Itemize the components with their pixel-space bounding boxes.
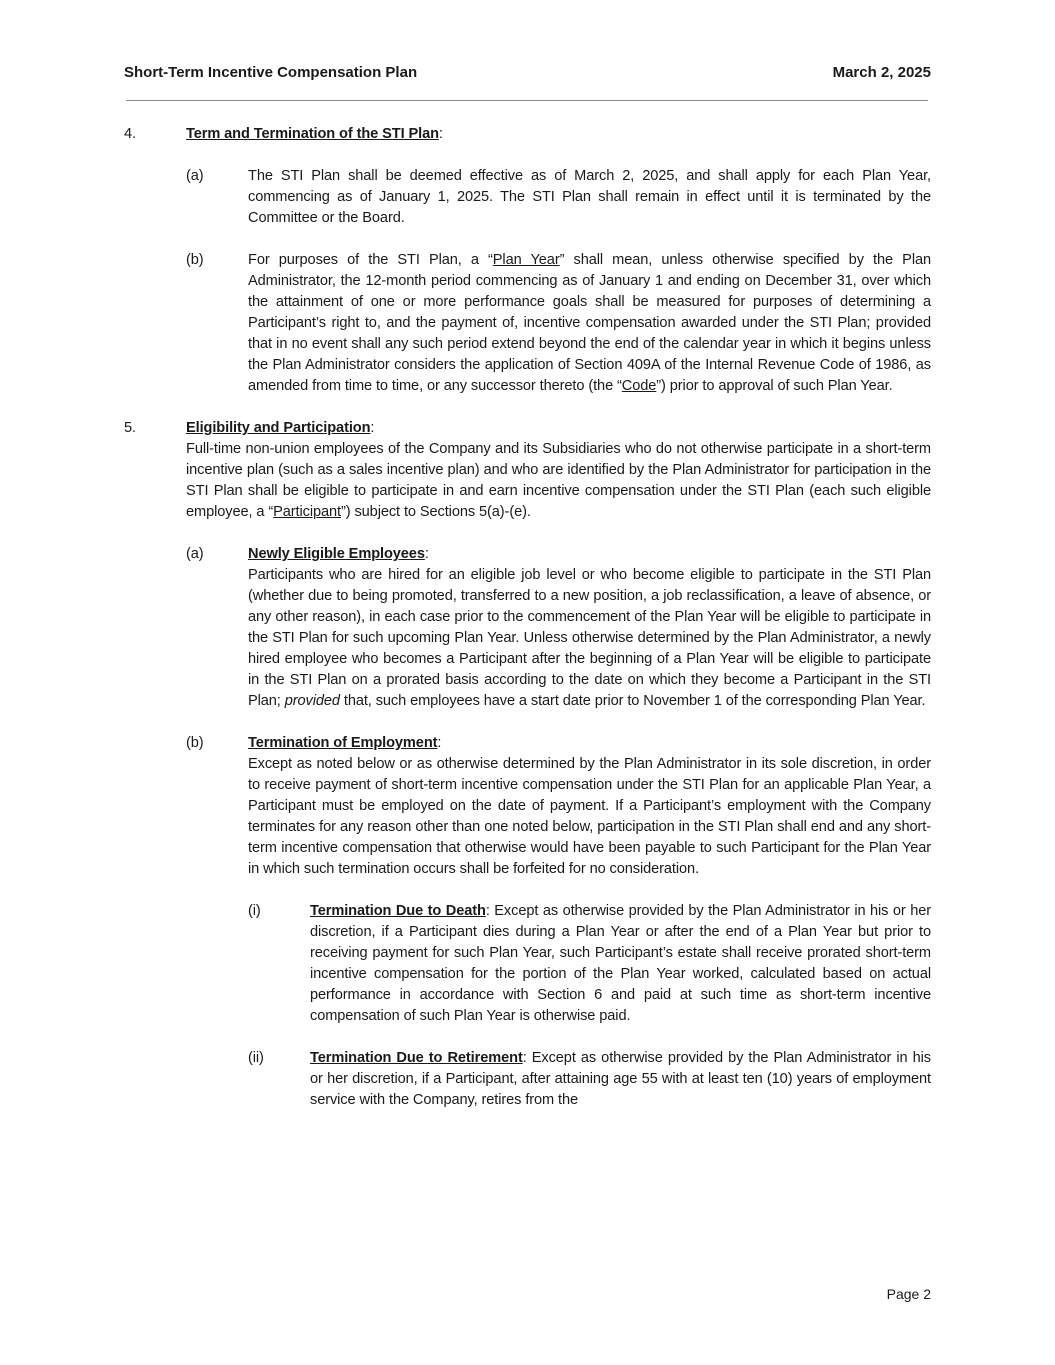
document-body	[124, 124, 931, 1111]
clause-label: (a)	[186, 168, 204, 184]
page-number: Page 2	[886, 1286, 931, 1302]
section-4: 4. Term and Termination of the STI Plan: (a) The STI Plan shall be deemed effective as of March 2, 2025, and shall apply for each Plan Year, commencing as of January 1, 2025. The STI Plan shall remain in effect until it is terminated by the Committee or the Board. (b) For purposes of the STI Plan, a “Plan Year” shall mean, unless otherwise specified by the Plan Administrator, the 12-month period commencing as of January 1 and ending on December 31, over which the attainment of one or more performance goals shall be measured for purposes of determining a Participant’s right to, and the payment of, incentive compensation awarded under the STI Plan; provided that in no event shall any such period extend beyond the end of the calendar year in which it begins unless the Plan Administrator considers the application of Section 409A of the Internal Revenue Code of 1986, as amended from time to time, or any successor thereto (the “Code”) prior to approval of such Plan Year.	[124, 124, 931, 397]
clause-label: (b)	[186, 735, 204, 751]
clause-text: The STI Plan shall be deemed effective as of March 2, 2025, and shall apply for each Plan Year, commencing as of January 1, 2025. The STI Plan shall remain in effect until it is terminated by the Committee or the Board.	[248, 168, 931, 226]
page-header	[124, 63, 931, 83]
clause-text: Participants who are hired for an eligible job level or who become eligible to participate in the STI Plan (whether due to being promoted, transferred to a new position, a job reclassification, a leave of absence, or any other reason), in each case prior to the commencement of the Plan Year will be eligible to participate in the STI Plan for such upcoming Plan Year. Unless otherwise determined by the Plan Administrator, a newly hired employee who becomes a Participant after the beginning of a Plan Year will be eligible to participate in the STI Plan on a prorated basis according to the date on which they become a Participant in the STI Plan; provided that, such employees have a start date prior to November 1 of the corresponding Plan Year.	[248, 567, 931, 709]
section-heading: Term and Termination of the STI Plan	[186, 126, 439, 142]
defined-term-plan-year: Plan Year	[492, 252, 560, 268]
clause-label: (a)	[186, 546, 204, 562]
subclause-text: Termination Due to Death: Except as otherwise provided by the Plan Administrator in his or her discretion, if a Participant dies during a Plan Year or after the end of a Plan Year but prior to receiving payment for such Plan Year, such Participant’s estate shall receive prorated short-term incentive compensation for the portion of the Plan Year worked, calculated based on actual performance in accordance with Section 6 and paid at such time as short-term incentive compensation of such Plan Year is otherwise paid.	[310, 903, 931, 1024]
section-number: 4.	[124, 126, 136, 142]
defined-term-participant: Participant	[273, 504, 341, 520]
section-5-a: (a) Newly Eligible Employees: Participants who are hired for an eligible job level or who become eligible to participate in the STI Plan (whether due to being promoted, transferred to a new position, a job reclassification, a leave of absence, or any other reason), in each case prior to the commencement of the Plan Year will be eligible to participate in the STI Plan for such upcoming Plan Year. Unless otherwise determined by the Plan Administrator, a newly hired employee who becomes a Participant after the beginning of a Plan Year will be eligible to participate in the STI Plan on a prorated basis according to the date on which they become a Participant in the STI Plan; provided that, such employees have a start date prior to November 1 of the corresponding Plan Year.	[186, 544, 931, 712]
clause-text: Except as noted below or as otherwise determined by the Plan Administrator in its sole discretion, in order to receive payment of short-term incentive compensation under the STI Plan for an applicable Plan Year, a Participant must be employed on the date of payment. If a Participant’s employment with the Company terminates for any reason other than one noted below, participation in the STI Plan shall end and any short-term incentive compensation that otherwise would have been payable to such Participant for the Plan Year in which such termination occurs shall be forfeited for no consideration.	[248, 756, 931, 877]
section-5-b-i	[248, 901, 931, 1027]
subclause-label: (ii)	[248, 1050, 264, 1066]
section-5-b: (b) Termination of Employment: Except as noted below or as otherwise determined by the Plan Administrator in its sole discretion, in order to receive payment of short-term incentive compensation under the STI Plan for an applicable Plan Year, a Participant must be employed on the date of payment. If a Participant’s employment with the Company terminates for any reason other than one noted below, participation in the STI Plan shall end and any short-term incentive compensation that otherwise would have been payable to such Participant for the Plan Year in which such termination occurs shall be forfeited for no consideration. (i) Termination Due to Death: Except as otherwise provided by the Plan Administrator in his or her discretion, if a Participant dies during a Plan Year or after the end of a Plan Year but prior to receiving payment for such Plan Year, such Participant’s estate shall receive prorated short-term incentive compensation for the portion of the Plan Year worked, calculated based on actual performance in accordance with Section 6 and paid at such time as short-term incentive compensation of such Plan Year is otherwise paid. (ii) Termination Due to Retirement: Except as otherwise provided by the Plan Administrator in his or her discretion, if a Participant, after attaining age 55 with at least ten (10) years of employment service with the Company, retires from the	[186, 733, 931, 1111]
clause-heading: Termination of Employment	[248, 735, 438, 751]
subclause-label: (i)	[248, 903, 261, 919]
header-divider	[126, 100, 928, 101]
section-4-a	[186, 166, 931, 229]
section-number: 5.	[124, 420, 136, 436]
clause-label: (b)	[186, 252, 204, 268]
clause-text: For purposes of the STI Plan, a “Plan Year” shall mean, unless otherwise specified by the Plan Administrator, the 12-month period commencing as of January 1 and ending on December 31, over which the attainment of one or more performance goals shall be measured for purposes of determining a Participant’s right to, and the payment of, incentive compensation awarded under the STI Plan; provided that in no event shall any such period extend beyond the end of the calendar year in which it begins unless the Plan Administrator considers the application of Section 409A of the Internal Revenue Code of 1986, as amended from time to time, or any successor thereto (the “Code”) prior to approval of such Plan Year.	[248, 252, 931, 394]
clause-heading: Newly Eligible Employees	[248, 546, 425, 562]
section-5-b-ii	[248, 1048, 931, 1111]
subclause-text: Termination Due to Retirement: Except as otherwise provided by the Plan Administrator in his or her discretion, if a Participant, after attaining age 55 with at least ten (10) years of employment service with the Company, retires from the	[310, 1050, 931, 1108]
section-5: 5. Eligibility and Participation: Full-time non-union employees of the Company and its Subsidiaries who do not otherwise participate in a short-term incentive plan (such as a sales incentive plan) and who are identified by the Plan Administrator for participation in the STI Plan shall be eligible to participate in and earn incentive compensation under the STI Plan (each such eligible employee, a “Participant”) subject to Sections 5(a)-(e). (a) Newly Eligible Employees: Participants who are hired for an eligible job level or who become eligible to participate in the STI Plan (whether due to being promoted, transferred to a new position, a job reclassification, a leave of absence, or any other reason), in each case prior to the commencement of the Plan Year will be eligible to participate in the STI Plan for such upcoming Plan Year. Unless otherwise determined by the Plan Administrator, a newly hired employee who becomes a Participant after the beginning of a Plan Year will be eligible to participate in the STI Plan on a prorated basis according to the date on which they become a Participant in the STI Plan; provided that, such employees have a start date prior to November 1 of the corresponding Plan Year. (b) Termination of Employment: Except as noted below or as otherwise determined by the Plan Administrator in its sole discretion, in order to receive payment of short-term incentive compensation under the STI Plan for an applicable Plan Year, a Participant must be employed on the date of payment. If a Participant’s employment with the Company terminates for any reason other than one noted below, participation in the STI Plan shall end and any short-term incentive compensation that otherwise would have been payable to such Participant for the Plan Year in which such termination occurs shall be forfeited for no consideration. (i) Termination Due to Death: Except as otherwise provided by the Plan Administrator in his or her discretion, if a Participant dies during a Plan Year or after the end of a Plan Year but prior to receiving payment for such Plan Year, such Participant’s estate shall receive prorated short-term incentive compensation for the portion of the Plan Year worked, calculated based on actual performance in accordance with Section 6 and paid at such time as short-term incentive compensation of such Plan Year is otherwise paid. (ii) Termination Due to Retirement: Except as otherwise provided by the Plan Administrator in his or her discretion, if a Participant, after attaining age 55 with at least ten (10) years of employment service with the Company, retires from the	[124, 418, 931, 1111]
section-intro: Full-time non-union employees of the Company and its Subsidiaries who do not otherwise participate in a short-term incentive plan (such as a sales incentive plan) and who are identified by the Plan Administrator for participation in the STI Plan shall be eligible to participate in and earn incentive compensation under the STI Plan (each such eligible employee, a “Participant”) subject to Sections 5(a)-(e).	[186, 441, 931, 520]
document-title: Short-Term Incentive Compensation Plan	[124, 64, 418, 81]
defined-term-code: Code	[621, 378, 657, 394]
section-4-b	[186, 250, 931, 397]
document-date: March 2, 2025	[832, 64, 931, 81]
section-heading: Eligibility and Participation	[186, 420, 371, 436]
